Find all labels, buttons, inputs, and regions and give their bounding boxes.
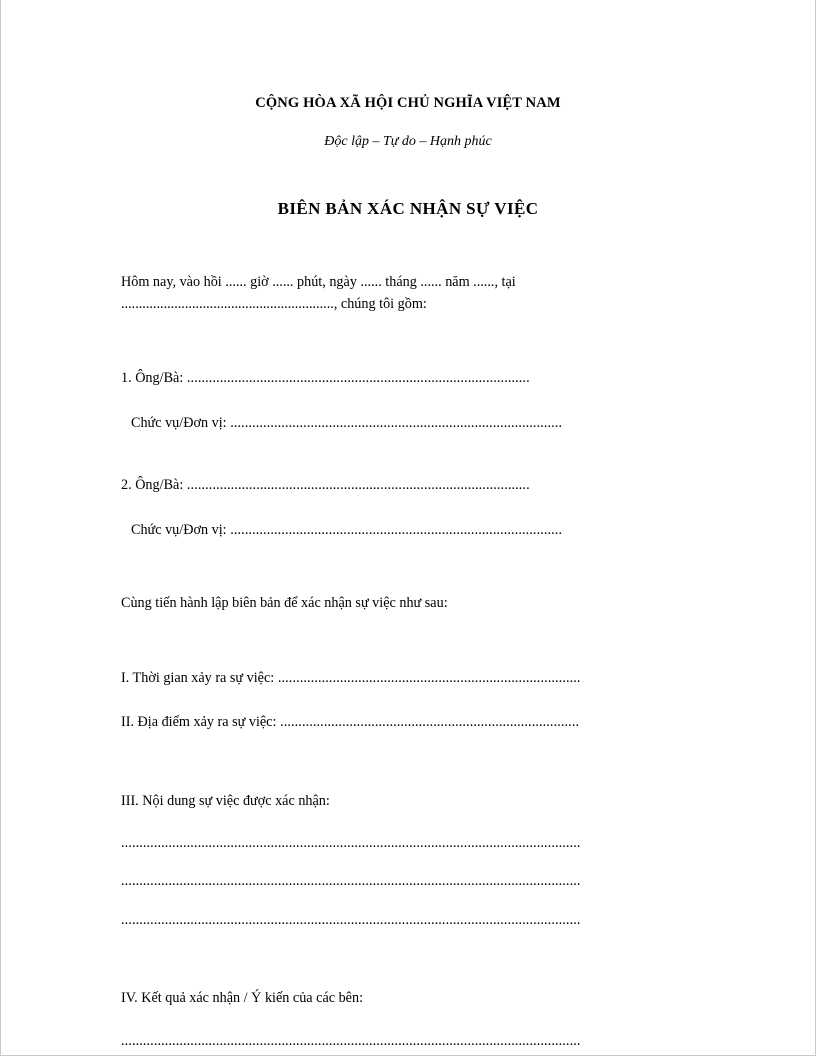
section-result-fill-line-1[interactable]: .............................................................................................................................. (121, 1032, 581, 1049)
party-2-role-label: Chức vụ/Đơn vị: (131, 521, 227, 538)
section-place-label: II. Địa điểm xảy ra sự việc: (121, 714, 277, 731)
party-entry-1 (121, 315, 785, 434)
party-2-name-label: 2. Ông/Bà: (121, 477, 184, 494)
party-2-name-dots[interactable]: .............................................................................................. (183, 477, 530, 494)
purpose-statement: Cùng tiến hành lập biên bản để xác nhận sự việc như sau: (121, 595, 448, 612)
section-time-line (121, 615, 785, 689)
section-time-dots[interactable]: ................................................................................... (274, 669, 581, 686)
party-1-name-dots[interactable]: .............................................................................................. (183, 370, 530, 387)
section-place-dots[interactable]: .................................................................................. (276, 714, 580, 731)
section-content-fill-line-2[interactable]: .............................................................................................................................. (121, 873, 581, 890)
party-2-role-dots[interactable]: ........................................................................................... (226, 521, 563, 538)
section-content-fill-line-3[interactable]: .............................................................................................................................. (121, 911, 581, 928)
party-entry-2 (121, 434, 785, 541)
party-2-name-line (121, 474, 785, 496)
section-content-heading: III. Nội dung sự việc được xác nhận: (121, 792, 330, 809)
intro-line-2: ............................................................, chúng tôi gồm: (121, 296, 427, 313)
national-title: CỘNG HÒA XÃ HỘI CHỦ NGHĨA VIỆT NAM (255, 95, 561, 111)
intro-line-1: Hôm nay, vào hồi ...... giờ ...... phút, ngày ...... tháng ...... năm ......, tại (121, 273, 516, 290)
section-result-heading: IV. Kết quả xác nhận / Ý kiến của các bên: (121, 990, 364, 1007)
national-motto: Độc lập – Tự do – Hạnh phúc (324, 134, 492, 150)
party-1-role-line (121, 390, 785, 434)
party-1-name-line (121, 367, 785, 389)
document-header (1, 0, 815, 220)
document-body (1, 220, 815, 1053)
section-content-fill-line-1[interactable]: .............................................................................................................................. (121, 834, 581, 851)
party-2-role-line (121, 497, 785, 541)
page-title: BIÊN BẢN XÁC NHẬN SỰ VIỆC (277, 199, 539, 219)
party-1-role-dots[interactable]: ........................................................................................... (226, 414, 563, 431)
section-time-label: I. Thời gian xảy ra sự việc: (121, 669, 275, 686)
party-1-role-label: Chức vụ/Đơn vị: (131, 414, 227, 431)
party-1-name-label: 1. Ông/Bà: (121, 370, 184, 387)
section-place-line (121, 689, 785, 733)
intro-paragraph (121, 220, 529, 316)
